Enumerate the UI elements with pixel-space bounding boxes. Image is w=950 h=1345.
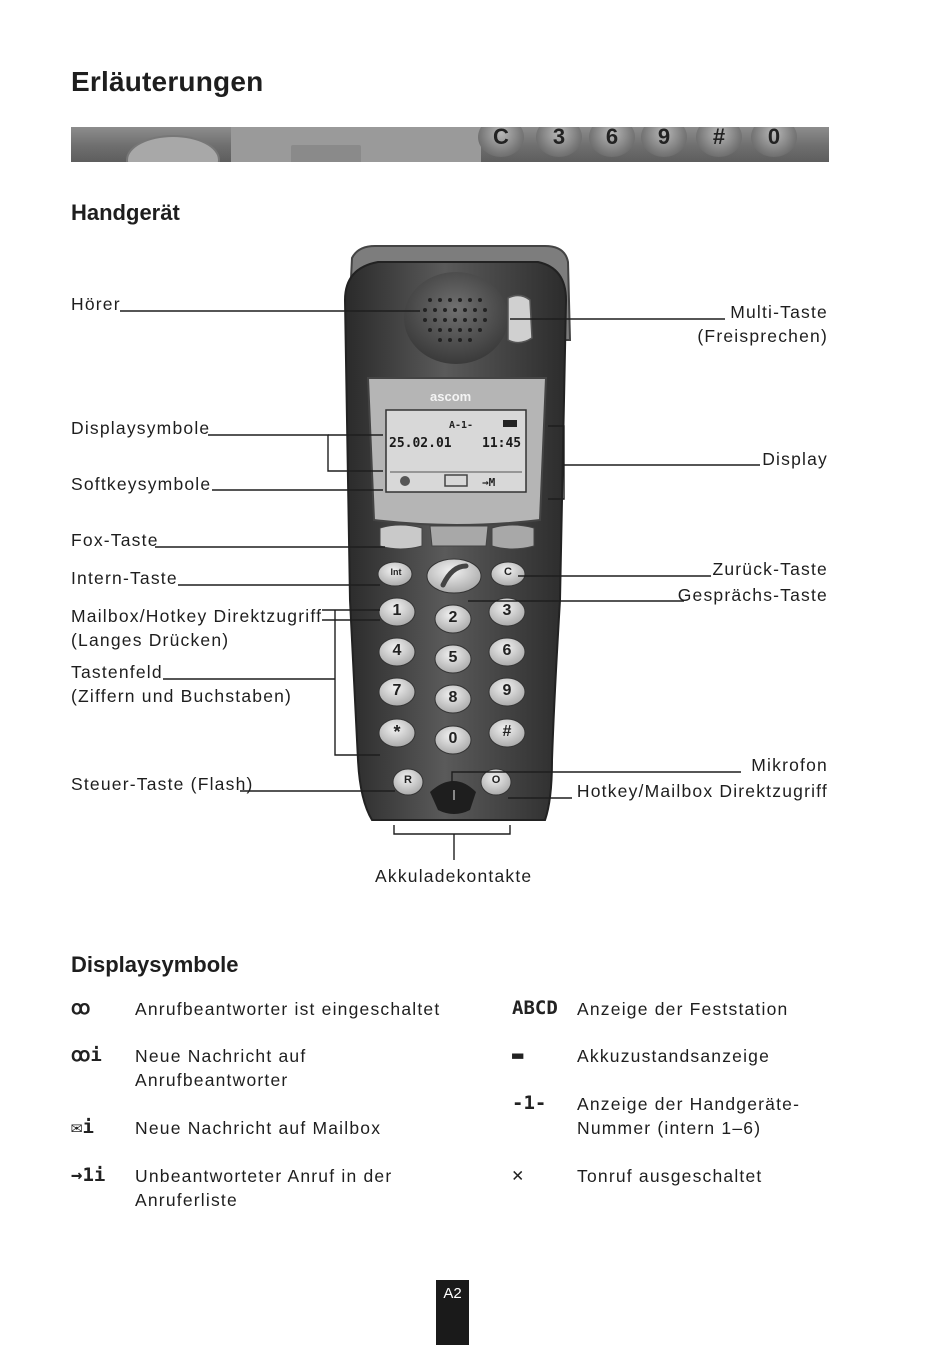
symbol-description: Anrufbeantworter — [135, 1070, 289, 1090]
display-time: 11:45 — [482, 436, 522, 451]
banner-key: 6 — [589, 127, 635, 157]
page-title: Erläuterungen — [71, 66, 264, 97]
symbol-description: Anrufbeantworter ist eingeschaltet — [135, 999, 441, 1019]
key-1-label: 1 — [392, 602, 402, 619]
label-mailbox-line1: Mailbox/Hotkey Direktzugriff — [71, 606, 323, 626]
label-multi-taste-line1: Multi-Taste — [730, 302, 828, 322]
missed-call-icon: →1i — [71, 1164, 106, 1186]
label-multi-taste-line2: (Freisprechen) — [697, 326, 828, 346]
answering-machine-icon: ꝏ — [71, 997, 91, 1019]
symbol-description: Nummer (intern 1–6) — [577, 1118, 762, 1138]
label-tastenfeld-line2: (Ziffern und Buchstaben) — [71, 686, 293, 706]
label-akkuladekontakte: Akkuladekontakte — [375, 866, 533, 886]
new-message-answering-machine-icon: ꝏi — [71, 1044, 102, 1066]
key-2-label: 2 — [448, 609, 458, 626]
label-fox-taste: Fox-Taste — [71, 530, 159, 550]
symbol-description: Anzeige der Feststation — [577, 999, 789, 1019]
banner-key: # — [696, 127, 742, 157]
base-station-name-icon: ABCD — [512, 997, 558, 1019]
key-3-label: 3 — [502, 602, 512, 619]
label-display: Display — [762, 449, 828, 469]
label-mikrofon: Mikrofon — [751, 755, 828, 775]
label-mailbox-line2: (Langes Drücken) — [71, 630, 230, 650]
handset-number-icon: -1- — [512, 1092, 547, 1114]
section-heading-handset: Handgerät — [71, 200, 180, 225]
softkey-right — [492, 525, 534, 549]
banner-key: 0 — [751, 127, 797, 157]
phone-brand-logo: ascom — [430, 389, 472, 404]
label-softkeysymbole: Softkeysymbole — [71, 474, 212, 494]
label-intern-taste: Intern-Taste — [71, 568, 178, 588]
label-gespraechs-taste: Gesprächs-Taste — [677, 585, 828, 605]
symbol-description: Unbeantworteter Anruf in der — [135, 1166, 393, 1186]
key-hash-label: # — [502, 723, 512, 740]
section-heading-display-symbols: Displaysymbole — [71, 952, 239, 977]
symbol-description: Neue Nachricht auf Mailbox — [135, 1118, 382, 1138]
svg-text:→M: →M — [482, 476, 496, 489]
mailbox-message-icon: ✉i — [71, 1116, 94, 1138]
key-8-label: 8 — [448, 689, 458, 706]
talk-key — [427, 559, 481, 593]
battery-icon: ▬ — [512, 1044, 524, 1066]
flash-key-label: R — [404, 774, 412, 786]
page-number: A2 — [436, 1280, 469, 1345]
back-key-label: C — [504, 566, 512, 578]
label-zurueck-taste: Zurück-Taste — [712, 559, 828, 579]
label-hoerer: Hörer — [71, 294, 121, 314]
label-tastenfeld-line1: Tastenfeld — [71, 662, 163, 682]
hotkey-key-label: O — [491, 774, 501, 786]
label-displaysymbole: Displaysymbole — [71, 418, 211, 438]
banner-key: 9 — [641, 127, 687, 157]
key-7-label: 7 — [392, 682, 402, 699]
key-star-label: * — [393, 722, 401, 742]
key-5-label: 5 — [448, 649, 458, 666]
label-hotkey-direktzugriff: Hotkey/Mailbox Direktzugriff — [576, 781, 828, 801]
banner-key: 3 — [536, 127, 582, 157]
symbol-description: Tonruf ausgeschaltet — [577, 1166, 763, 1186]
fox-key — [380, 525, 422, 549]
softkey-middle — [430, 526, 488, 546]
symbol-description: Akkuzustandsanzeige — [577, 1046, 771, 1066]
contacts-bracket — [394, 825, 510, 860]
symbol-description: Anzeige der Handgeräte- — [577, 1094, 801, 1114]
key-0-label: 0 — [448, 730, 458, 747]
symbol-description: Anruferliste — [135, 1190, 238, 1210]
key-6-label: 6 — [502, 642, 512, 659]
symbol-description: Neue Nachricht auf — [135, 1046, 307, 1066]
intern-key-label: Int — [390, 567, 402, 577]
earpiece-speaker — [404, 272, 508, 364]
display-date: 25.02.01 — [389, 436, 452, 451]
ringer-off-icon: ✕ — [512, 1164, 524, 1186]
key-4-label: 4 — [392, 642, 402, 659]
key-9-label: 9 — [502, 682, 512, 699]
display-line-handset: A-1- — [449, 420, 474, 431]
banner-key: C — [478, 127, 524, 157]
label-steuer-taste: Steuer-Taste (Flash) — [71, 774, 254, 794]
